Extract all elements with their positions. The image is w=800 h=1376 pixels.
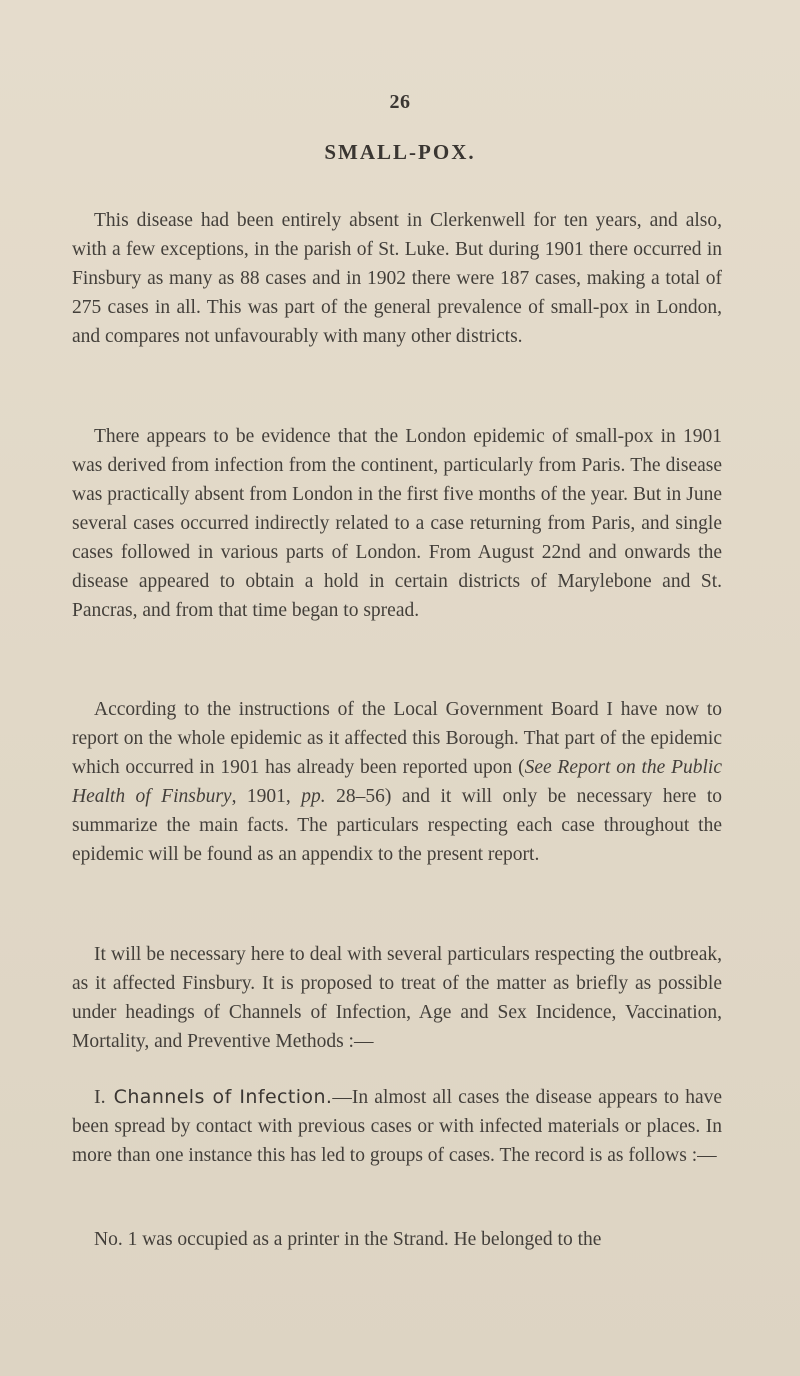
paragraph-channels-of-infection — [72, 1083, 722, 1170]
page-number: 26 — [389, 91, 411, 113]
section-title: SMALL-POX. — [324, 140, 476, 164]
report-citation-title: See Report on the Public Health of Finsbury — [72, 756, 723, 807]
paragraph-intro: This disease had been entirely absent in Clerkenwell for ten years, and also, with a few exceptions, in the parish of St. Luke. But during 1901 there occurred in Finsbury as many as 88 cases and in 1902 there were 187 cases, making a total of 275 cases in all. This was part of the general prevalence of small-pox in London, and compares not unfavourably with many other districts. — [72, 209, 722, 347]
paragraph-text-end: 28–56) and it will only be necessary here to summarize the main facts. The particulars respecting each case throughout the epidemic will be found as an appendix to the present report. — [72, 785, 723, 865]
paragraph-report-instructions — [72, 695, 722, 869]
subsection-text: —In almost all cases the disease appears to have been spread by contact with previous cases or with infected materials or places. In more than one instance this has led to groups of cases. The record is as follows :— — [72, 1086, 722, 1166]
pages-abbreviation: pp. — [301, 785, 326, 807]
subsection-heading: Channels of Infection. — [113, 1085, 333, 1108]
paragraph-origin: There appears to be evidence that the London epidemic of small-pox in 1901 was derived from infection from the continent, particularly from Paris. The disease was practically absent from London in the first five months of the year. But in June several cases occurred indirectly related to a case returning from Paris, and single cases followed in various parts of London. From August 22nd and onwards the disease appeared to obtain a hold in certain districts of Marylebone and St. Pancras, and from that time began to spread. — [72, 425, 722, 621]
paragraph-headings-overview: It will be necessary here to deal with several particulars respecting the outbreak, as it affected Finsbury. It is proposed to treat of the matter as briefly as possible under headings of Channels of Infection, Age and Sex Incidence, Vaccination, Mortality, and Preventive Methods :— — [72, 943, 722, 1052]
paragraph-case-record: No. 1 was occupied as a printer in the Strand. He belonged to the — [94, 1228, 602, 1250]
paragraph-text-mid: , 1901, — [231, 785, 302, 807]
paragraph-text-start: According to the instructions of the Local Government Board I have now to report on the whole epidemic as it affected this Borough. That part of the epidemic which occurred in 1901 has already been reported upon ( — [72, 698, 722, 778]
subsection-number: I. — [94, 1085, 106, 1108]
